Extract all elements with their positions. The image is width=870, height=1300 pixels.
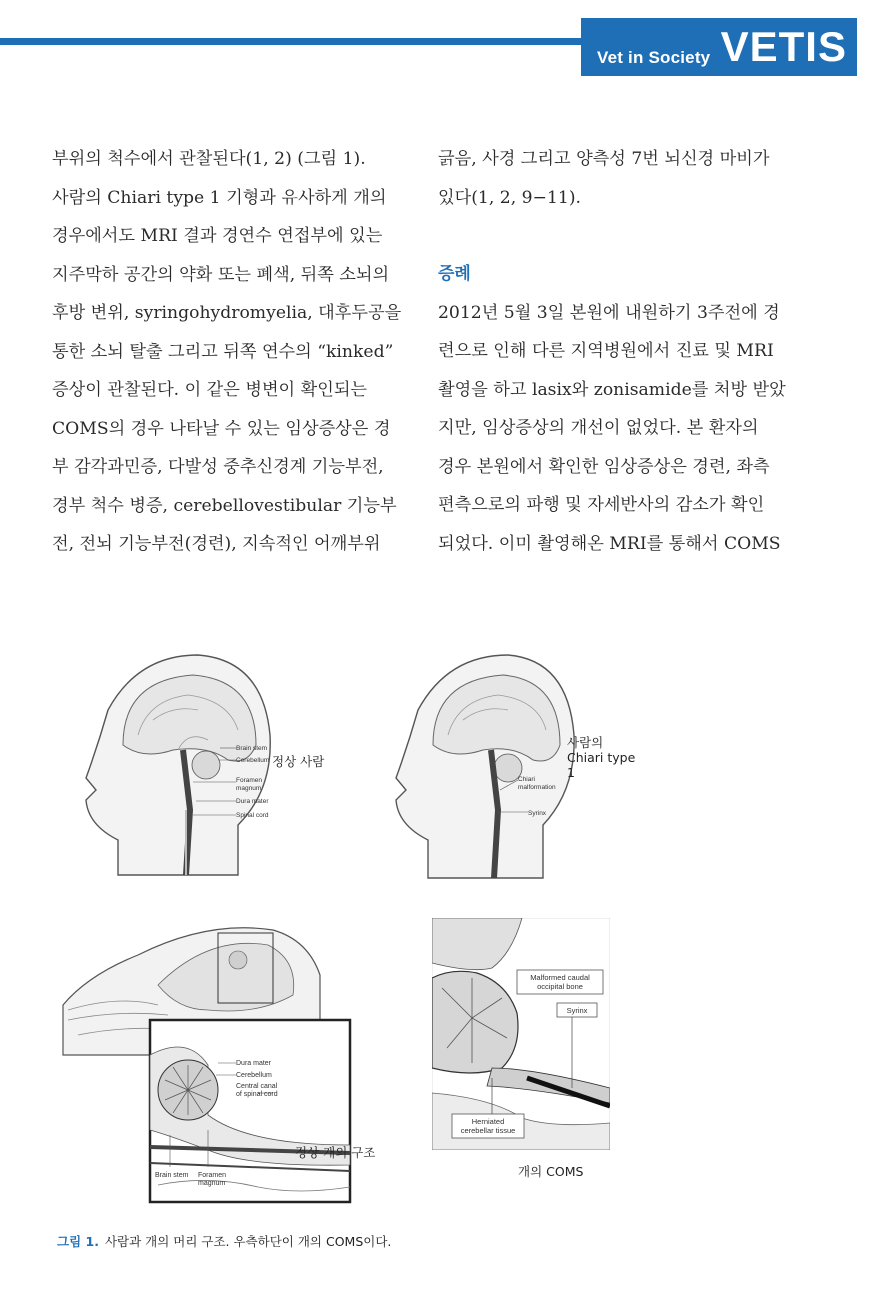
header-rule xyxy=(0,38,590,45)
label-brain-stem: Brain stem xyxy=(236,745,268,752)
header-banner xyxy=(581,18,857,76)
text-line: 증상이 관찰된다. 이 같은 병변이 확인되는 xyxy=(52,380,368,400)
title-line: 1 xyxy=(567,765,575,780)
dog-normal-title: 정상 개의 구조 xyxy=(295,1145,376,1160)
label-cerebellum: Cerebellum xyxy=(236,1072,272,1079)
section-name: Vet in Society xyxy=(597,48,711,67)
text-line: 되었다. 이미 촬영해온 MRI를 통해서 COMS xyxy=(438,533,781,554)
figure-caption xyxy=(57,1232,391,1250)
human-normal-illustration xyxy=(78,650,278,880)
label-dura-mater: Dura mater xyxy=(236,798,269,805)
human-chiari-title xyxy=(567,735,635,780)
label-syrinx: Syrinx xyxy=(566,1006,588,1015)
label-foramen: Foramen xyxy=(236,777,263,784)
label-cerebellar-tissue: cerebellar tissue xyxy=(460,1126,516,1135)
human-normal-title: 정상 사람 xyxy=(272,754,325,769)
text-line: 편측으로의 파행 및 자세반사의 감소가 확인 xyxy=(438,495,765,515)
label-cerebellum: Cerebellum xyxy=(236,757,270,764)
label-magnum: magnum xyxy=(236,785,262,792)
caption-number: 그림 1. xyxy=(57,1234,99,1249)
text-line: 긁음, 사경 그리고 양측성 7번 뇌신경 마비가 xyxy=(438,149,770,169)
label-magnum: magnum xyxy=(198,1180,226,1187)
text-line: 련으로 인해 다른 지역병원에서 진료 및 MRI xyxy=(438,341,774,361)
title-line: 사람의 xyxy=(567,735,604,750)
label-of-spinal-cord: of spinal cord xyxy=(236,1091,278,1098)
text-line: 부위의 척수에서 관찰된다(1, 2) (그림 1). xyxy=(52,149,366,169)
label-brain-stem: Brain stem xyxy=(155,1172,189,1179)
left-column xyxy=(52,140,420,564)
label-dura-mater: Dura mater xyxy=(236,1060,272,1067)
paragraph-gap xyxy=(438,217,806,255)
label-malformation: malformation xyxy=(518,784,556,791)
dog-coms-title: 개의 COMS xyxy=(518,1164,584,1179)
text-line: 경우에서도 MRI 결과 경연수 연접부에 있는 xyxy=(52,226,383,246)
text-line: 촬영을 하고 lasix와 zonisamide를 처방 받았 xyxy=(438,379,786,400)
label-malformed-caudal: Malformed caudal xyxy=(530,973,590,982)
text-line: 통한 소뇌 탈출 그리고 뒤쪽 연수의 “kinked” xyxy=(52,341,394,362)
brand-logo: VETIS xyxy=(720,23,847,70)
text-line: 사람의 Chiari type 1 기형과 유사하게 개의 xyxy=(52,187,387,208)
text-line: 있다(1, 2, 9−11). xyxy=(438,187,582,208)
right-column xyxy=(438,140,806,563)
text-line: 경우 본원에서 확인한 임상증상은 경련, 좌측 xyxy=(438,456,770,477)
label-occipital-bone: occipital bone xyxy=(537,982,583,991)
text-line: 경부 척수 병증, cerebellovestibular 기능부 xyxy=(52,495,397,516)
text-line: 부 감각과민증, 다발성 중추신경계 기능부전, xyxy=(52,457,384,477)
text-line: 지만, 임상증상의 개선이 없었다. 본 환자의 xyxy=(438,418,759,438)
dog-normal-illustration xyxy=(58,915,358,1205)
label-syrinx: Syrinx xyxy=(528,810,547,817)
human-chiari-illustration xyxy=(388,650,578,882)
label-central-canal: Central canal xyxy=(236,1083,278,1090)
text-line: 후방 변위, syringohydromyelia, 대후두공을 xyxy=(52,303,402,323)
text-line: 2012년 5월 3일 본원에 내원하기 3주전에 경 xyxy=(438,302,780,323)
caption-text: 사람과 개의 머리 구조. 우측하단이 개의 COMS이다. xyxy=(104,1234,392,1249)
label-chiari: Chiari xyxy=(518,776,535,783)
label-herniated: Herniated xyxy=(471,1117,505,1126)
section-title: 증례 xyxy=(438,264,471,284)
title-line: Chiari type xyxy=(567,750,636,765)
label-foramen: Foramen xyxy=(198,1172,227,1179)
text-line: 지주막하 공간의 약화 또는 폐색, 뒤쪽 소뇌의 xyxy=(52,264,390,285)
text-line: COMS의 경우 나타날 수 있는 임상증상은 경 xyxy=(52,418,391,439)
text-line: 전, 전뇌 기능부전(경련), 지속적인 어깨부위 xyxy=(52,534,381,554)
dog-coms-illustration xyxy=(432,918,610,1150)
label-spinal-cord: Spinal cord xyxy=(236,812,269,819)
